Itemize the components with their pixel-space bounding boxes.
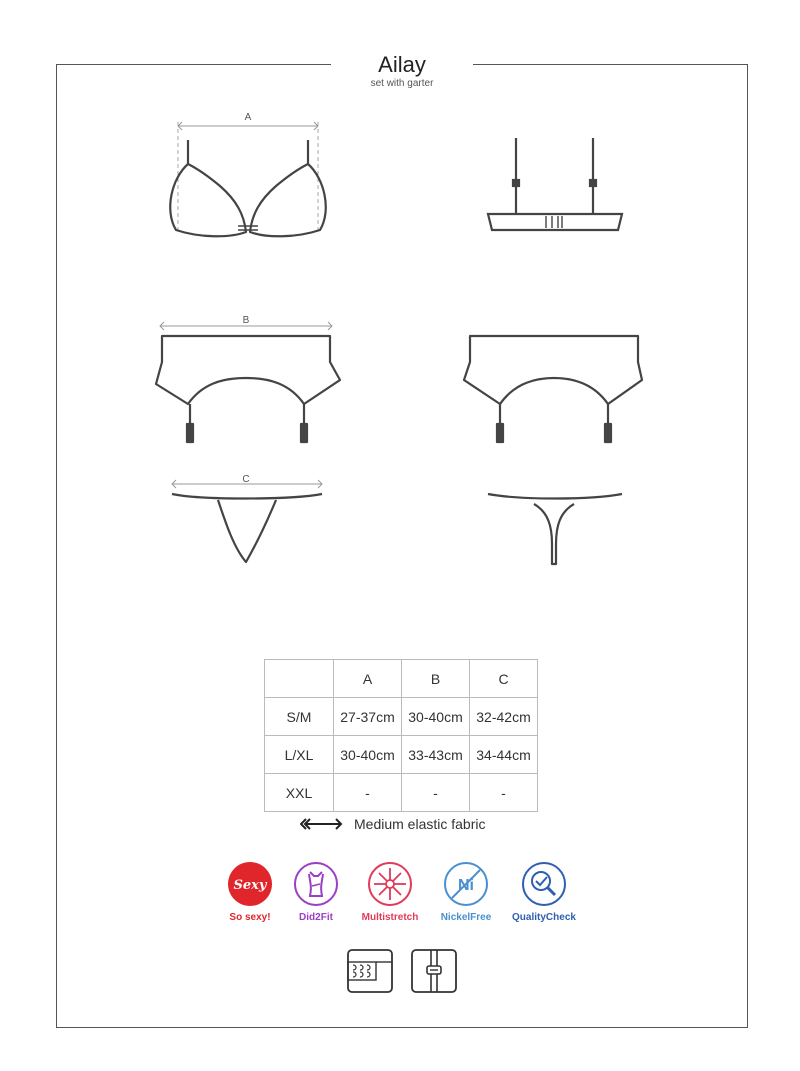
dress-fit-icon <box>292 860 340 908</box>
dimension-label-c: C <box>242 474 250 485</box>
multistretch-icon <box>366 860 414 908</box>
fabric-note-text: Medium elastic fabric <box>354 816 486 832</box>
measure-cell: 33-43cm <box>402 736 470 774</box>
badge-label: So sexy! <box>229 912 271 923</box>
size-cell: XXL <box>265 774 334 812</box>
table-header-row <box>265 660 538 698</box>
garter-front-drawing <box>156 322 340 442</box>
table-row <box>265 698 538 736</box>
dimension-label-b: B <box>242 315 250 326</box>
table-header-cell <box>265 660 334 698</box>
table-row <box>265 774 538 812</box>
badge-label: NickelFree <box>440 912 492 923</box>
measure-cell: - <box>402 774 470 812</box>
nickel-icon-text: Ni <box>458 877 474 894</box>
elastic-arrow-icon <box>300 817 346 831</box>
thong-back-drawing <box>488 494 622 564</box>
product-subtitle: set with garter <box>370 78 434 89</box>
measure-cell: 30-40cm <box>334 736 402 774</box>
badge-label: Did2Fit <box>299 912 333 923</box>
size-table <box>264 659 538 812</box>
measure-cell: 34-44cm <box>470 736 538 774</box>
table-header-cell: B <box>402 660 470 698</box>
table-row <box>265 736 538 774</box>
strap-adjuster-icon <box>410 948 458 994</box>
badge-quality-check <box>499 860 589 923</box>
sexy-icon-text: Sexy <box>233 878 267 893</box>
bra-front-drawing <box>170 122 326 236</box>
product-title: Ailay <box>378 52 426 77</box>
badge-label: QualityCheck <box>512 912 576 923</box>
garter-back-drawing <box>464 336 642 442</box>
hook-eye-closure-icon <box>346 948 394 994</box>
thong-front-drawing <box>172 480 322 562</box>
bra-back-drawing <box>488 138 622 230</box>
fabric-note <box>300 816 486 832</box>
measure-cell: 27-37cm <box>334 698 402 736</box>
table-header-cell: A <box>334 660 402 698</box>
quality-check-icon <box>520 860 568 908</box>
nickel-free-icon <box>442 860 490 908</box>
size-cell: L/XL <box>265 736 334 774</box>
sexy-icon <box>226 860 274 908</box>
table-header-cell: C <box>470 660 538 698</box>
measure-cell: - <box>334 774 402 812</box>
size-cell: S/M <box>265 698 334 736</box>
measure-cell: - <box>470 774 538 812</box>
badge-label: Multistretch <box>361 912 419 923</box>
measure-cell: 32-42cm <box>470 698 538 736</box>
badge-nickel-free <box>421 860 511 923</box>
measure-cell: 30-40cm <box>402 698 470 736</box>
dimension-label-a: A <box>244 112 252 123</box>
